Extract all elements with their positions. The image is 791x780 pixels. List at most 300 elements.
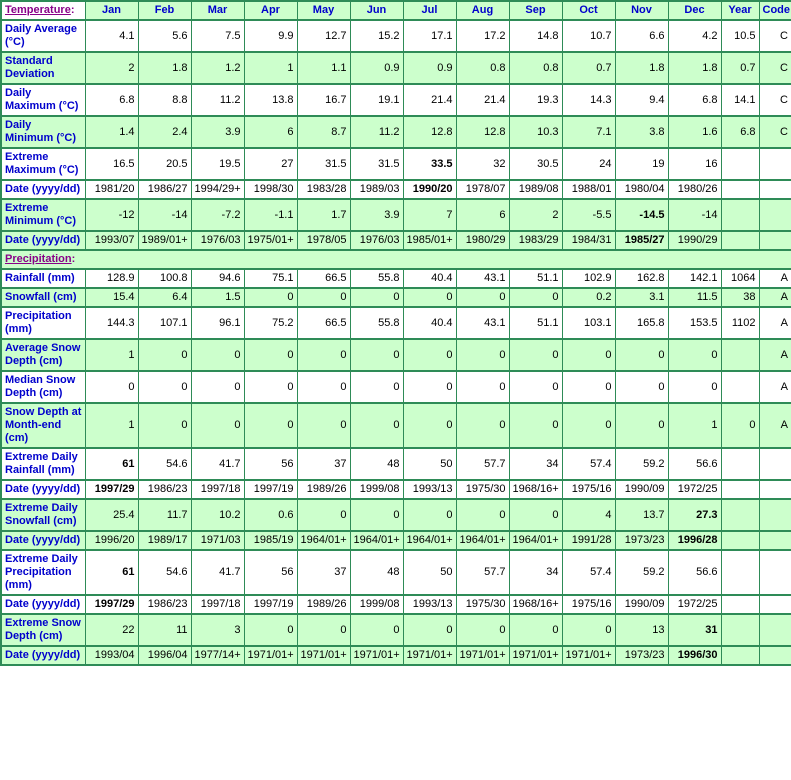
year-value-cell: 1102 [721, 307, 759, 339]
code-value-cell: C [759, 52, 791, 84]
column-header-year: Year [721, 1, 759, 20]
value-cell: 0 [297, 614, 350, 646]
value-cell: 54.6 [138, 448, 191, 480]
code-value-cell [759, 595, 791, 614]
value-cell: 1996/20 [85, 531, 138, 550]
row-label: Extreme Minimum (°C) [1, 199, 85, 231]
value-cell: 37 [297, 448, 350, 480]
value-cell: 0 [244, 288, 297, 307]
value-cell: 0 [403, 499, 456, 531]
value-cell: 1996/28 [668, 531, 721, 550]
value-cell: 102.9 [562, 269, 615, 288]
value-cell: 1989/08 [509, 180, 562, 199]
value-cell: 1964/01+ [509, 531, 562, 550]
column-header-apr: Apr [244, 1, 297, 20]
value-cell: 6.6 [615, 20, 668, 52]
code-value-cell [759, 148, 791, 180]
value-cell: 1964/01+ [456, 531, 509, 550]
value-cell: -12 [85, 199, 138, 231]
value-cell: 16.7 [297, 84, 350, 116]
value-cell: -5.5 [562, 199, 615, 231]
value-cell: 1973/23 [615, 531, 668, 550]
value-cell: -14 [138, 199, 191, 231]
value-cell: 0 [297, 339, 350, 371]
value-cell: 0 [350, 614, 403, 646]
code-value-cell [759, 646, 791, 665]
value-cell: 0 [456, 371, 509, 403]
value-cell: 31.5 [297, 148, 350, 180]
value-cell: 0 [297, 499, 350, 531]
value-cell: 0 [562, 339, 615, 371]
value-cell: 1.1 [297, 52, 350, 84]
value-cell: 40.4 [403, 307, 456, 339]
value-cell: 56 [244, 448, 297, 480]
value-cell: 61 [85, 448, 138, 480]
value-cell: 0.9 [403, 52, 456, 84]
value-cell: 1971/01+ [509, 646, 562, 665]
value-cell: 142.1 [668, 269, 721, 288]
value-cell: 1993/07 [85, 231, 138, 250]
value-cell: 1971/03 [191, 531, 244, 550]
value-cell: 0 [191, 371, 244, 403]
value-cell: 1971/01+ [562, 646, 615, 665]
value-cell: -1.1 [244, 199, 297, 231]
value-cell: 1964/01+ [403, 531, 456, 550]
code-value-cell [759, 231, 791, 250]
value-cell: 40.4 [403, 269, 456, 288]
value-cell: 0 [456, 403, 509, 448]
year-value-cell [721, 550, 759, 595]
value-cell: 11.7 [138, 499, 191, 531]
value-cell: 0.7 [562, 52, 615, 84]
code-value-cell [759, 499, 791, 531]
value-cell: 0.6 [244, 499, 297, 531]
value-cell: 20.5 [138, 148, 191, 180]
value-cell: 1989/26 [297, 595, 350, 614]
year-value-cell [721, 339, 759, 371]
value-cell: 1.4 [85, 116, 138, 148]
value-cell: 10.2 [191, 499, 244, 531]
year-value-cell [721, 646, 759, 665]
value-cell: 0 [403, 339, 456, 371]
value-cell: 11 [138, 614, 191, 646]
value-cell: 1993/13 [403, 595, 456, 614]
value-cell: 0 [456, 614, 509, 646]
value-cell: 1968/16+ [509, 595, 562, 614]
value-cell: 103.1 [562, 307, 615, 339]
value-cell: 3.8 [615, 116, 668, 148]
value-cell: 1996/30 [668, 646, 721, 665]
value-cell: 1997/29 [85, 595, 138, 614]
value-cell: 43.1 [456, 307, 509, 339]
value-cell: 1973/23 [615, 646, 668, 665]
value-cell: 13.8 [244, 84, 297, 116]
value-cell: 0 [509, 288, 562, 307]
value-cell: 1971/01+ [244, 646, 297, 665]
value-cell: 1990/09 [615, 595, 668, 614]
value-cell: 0.8 [509, 52, 562, 84]
value-cell: 1964/01+ [350, 531, 403, 550]
year-value-cell: 1064 [721, 269, 759, 288]
value-cell: 144.3 [85, 307, 138, 339]
code-value-cell: A [759, 307, 791, 339]
value-cell: 1975/16 [562, 480, 615, 499]
value-cell: 3.9 [350, 199, 403, 231]
value-cell: 9.4 [615, 84, 668, 116]
value-cell: 0 [509, 403, 562, 448]
value-cell: 13 [615, 614, 668, 646]
value-cell: 1971/01+ [297, 646, 350, 665]
value-cell: 1984/31 [562, 231, 615, 250]
year-value-cell [721, 180, 759, 199]
value-cell: 0 [297, 403, 350, 448]
value-cell: 9.9 [244, 20, 297, 52]
table-row [1, 148, 791, 180]
value-cell: 1989/03 [350, 180, 403, 199]
value-cell: 1985/27 [615, 231, 668, 250]
value-cell: 0 [615, 339, 668, 371]
row-label: Snowfall (cm) [1, 288, 85, 307]
value-cell: 1981/20 [85, 180, 138, 199]
value-cell: 1976/03 [191, 231, 244, 250]
value-cell: 6.4 [138, 288, 191, 307]
value-cell: 3.1 [615, 288, 668, 307]
value-cell: 1.7 [297, 199, 350, 231]
value-cell: 0 [85, 371, 138, 403]
value-cell: 55.8 [350, 269, 403, 288]
value-cell: 14.8 [509, 20, 562, 52]
value-cell: 1989/01+ [138, 231, 191, 250]
column-header-sep: Sep [509, 1, 562, 20]
year-value-cell: 0.7 [721, 52, 759, 84]
value-cell: 61 [85, 550, 138, 595]
row-label: Daily Maximum (°C) [1, 84, 85, 116]
value-cell: 0 [509, 614, 562, 646]
value-cell: 7 [403, 199, 456, 231]
value-cell: 19.1 [350, 84, 403, 116]
value-cell: 56.6 [668, 550, 721, 595]
column-header-jul: Jul [403, 1, 456, 20]
column-header-mar: Mar [191, 1, 244, 20]
value-cell: 1999/08 [350, 480, 403, 499]
year-value-cell: 6.8 [721, 116, 759, 148]
value-cell: 10.7 [562, 20, 615, 52]
value-cell: 1988/01 [562, 180, 615, 199]
value-cell: 1975/01+ [244, 231, 297, 250]
value-cell: 14.3 [562, 84, 615, 116]
value-cell: 1.8 [668, 52, 721, 84]
value-cell: 12.8 [456, 116, 509, 148]
code-value-cell: A [759, 371, 791, 403]
value-cell: 0 [350, 403, 403, 448]
value-cell: 0 [244, 371, 297, 403]
value-cell: 6 [244, 116, 297, 148]
code-value-cell: A [759, 339, 791, 371]
table-row [1, 84, 791, 116]
value-cell: 21.4 [403, 84, 456, 116]
row-label: Standard Deviation [1, 52, 85, 84]
table-row [1, 448, 791, 480]
table-row [1, 614, 791, 646]
value-cell: 16.5 [85, 148, 138, 180]
value-cell: 27.3 [668, 499, 721, 531]
value-cell: 1996/04 [138, 646, 191, 665]
row-label: Snow Depth at Month-end (cm) [1, 403, 85, 448]
code-value-cell [759, 199, 791, 231]
value-cell: 1997/19 [244, 480, 297, 499]
value-cell: 51.1 [509, 307, 562, 339]
value-cell: 50 [403, 550, 456, 595]
value-cell: 13.7 [615, 499, 668, 531]
value-cell: 12.8 [403, 116, 456, 148]
value-cell: 16 [668, 148, 721, 180]
value-cell: 25.4 [85, 499, 138, 531]
header-row [1, 1, 791, 20]
value-cell: 0 [456, 499, 509, 531]
value-cell: 0.8 [456, 52, 509, 84]
year-value-cell [721, 148, 759, 180]
value-cell: 17.2 [456, 20, 509, 52]
value-cell: 4.1 [85, 20, 138, 52]
column-header-may: May [297, 1, 350, 20]
value-cell: 6 [456, 199, 509, 231]
precipitation-section-label: Precipitation [5, 253, 72, 265]
row-label: Precipitation (mm) [1, 307, 85, 339]
value-cell: 0 [350, 288, 403, 307]
value-cell: 48 [350, 448, 403, 480]
value-cell: 0 [562, 371, 615, 403]
value-cell: 48 [350, 550, 403, 595]
value-cell: 50 [403, 448, 456, 480]
row-label: Extreme Daily Snowfall (cm) [1, 499, 85, 531]
row-label: Daily Minimum (°C) [1, 116, 85, 148]
column-header-oct: Oct [562, 1, 615, 20]
value-cell: 1.8 [615, 52, 668, 84]
row-label: Date (yyyy/dd) [1, 180, 85, 199]
value-cell: 1986/23 [138, 595, 191, 614]
value-cell: 41.7 [191, 550, 244, 595]
value-cell: 1977/14+ [191, 646, 244, 665]
value-cell: 0 [509, 499, 562, 531]
value-cell: 1.6 [668, 116, 721, 148]
column-header-code: Code [759, 1, 791, 20]
value-cell: 1978/07 [456, 180, 509, 199]
value-cell: 41.7 [191, 448, 244, 480]
value-cell: 1991/28 [562, 531, 615, 550]
value-cell: 1.8 [138, 52, 191, 84]
precipitation-section-cell [1, 250, 791, 269]
value-cell: 100.8 [138, 269, 191, 288]
row-label: Date (yyyy/dd) [1, 531, 85, 550]
value-cell: 1997/18 [191, 595, 244, 614]
value-cell: 43.1 [456, 269, 509, 288]
value-cell: 1983/28 [297, 180, 350, 199]
value-cell: 0 [350, 371, 403, 403]
value-cell: 3.9 [191, 116, 244, 148]
value-cell: 1997/19 [244, 595, 297, 614]
row-label: Median Snow Depth (cm) [1, 371, 85, 403]
value-cell: 1998/30 [244, 180, 297, 199]
code-value-cell [759, 531, 791, 550]
value-cell: 66.5 [297, 269, 350, 288]
code-value-cell: A [759, 403, 791, 448]
value-cell: -7.2 [191, 199, 244, 231]
value-cell: 0 [456, 339, 509, 371]
temperature-section-link[interactable]: Temperature: [5, 4, 75, 16]
value-cell: -14 [668, 199, 721, 231]
value-cell: 0 [138, 403, 191, 448]
value-cell: 59.2 [615, 448, 668, 480]
table-row [1, 595, 791, 614]
value-cell: 1983/29 [509, 231, 562, 250]
value-cell: 153.5 [668, 307, 721, 339]
value-cell: 0 [403, 614, 456, 646]
value-cell: 1 [668, 403, 721, 448]
table-row [1, 307, 791, 339]
table-row [1, 20, 791, 52]
value-cell: 8.8 [138, 84, 191, 116]
value-cell: 37 [297, 550, 350, 595]
value-cell: 1986/27 [138, 180, 191, 199]
value-cell: 31 [668, 614, 721, 646]
row-label: Rainfall (mm) [1, 269, 85, 288]
value-cell: 5.6 [138, 20, 191, 52]
value-cell: 1 [85, 339, 138, 371]
value-cell: 1985/19 [244, 531, 297, 550]
value-cell: 19 [615, 148, 668, 180]
value-cell: 1989/17 [138, 531, 191, 550]
value-cell: 7.1 [562, 116, 615, 148]
value-cell: 30.5 [509, 148, 562, 180]
value-cell: 0 [138, 371, 191, 403]
value-cell: 55.8 [350, 307, 403, 339]
code-value-cell [759, 550, 791, 595]
value-cell: 32 [456, 148, 509, 180]
row-label: Date (yyyy/dd) [1, 595, 85, 614]
value-cell: 0 [297, 371, 350, 403]
column-header-feb: Feb [138, 1, 191, 20]
value-cell: 96.1 [191, 307, 244, 339]
value-cell: 51.1 [509, 269, 562, 288]
column-header-dec: Dec [668, 1, 721, 20]
table-row [1, 180, 791, 199]
value-cell: 11.5 [668, 288, 721, 307]
code-value-cell: C [759, 84, 791, 116]
column-header-jun: Jun [350, 1, 403, 20]
value-cell: 1975/16 [562, 595, 615, 614]
code-value-cell [759, 180, 791, 199]
value-cell: 1993/04 [85, 646, 138, 665]
value-cell: 4 [562, 499, 615, 531]
value-cell: 1997/18 [191, 480, 244, 499]
value-cell: 1971/01+ [403, 646, 456, 665]
value-cell: 0 [403, 288, 456, 307]
table-row [1, 231, 791, 250]
value-cell: 1976/03 [350, 231, 403, 250]
table-row [1, 269, 791, 288]
table-row [1, 646, 791, 665]
value-cell: 33.5 [403, 148, 456, 180]
value-cell: 0 [244, 403, 297, 448]
table-row [1, 499, 791, 531]
value-cell: 1993/13 [403, 480, 456, 499]
value-cell: 1975/30 [456, 595, 509, 614]
value-cell: 66.5 [297, 307, 350, 339]
value-cell: 165.8 [615, 307, 668, 339]
value-cell: 1968/16+ [509, 480, 562, 499]
value-cell: 57.4 [562, 550, 615, 595]
value-cell: 0 [456, 288, 509, 307]
value-cell: 0 [191, 339, 244, 371]
table-row [1, 116, 791, 148]
value-cell: 59.2 [615, 550, 668, 595]
value-cell: 0 [562, 614, 615, 646]
value-cell: 57.7 [456, 448, 509, 480]
value-cell: 1990/20 [403, 180, 456, 199]
row-label: Extreme Daily Rainfall (mm) [1, 448, 85, 480]
table-row [1, 480, 791, 499]
table-row [1, 550, 791, 595]
row-label: Date (yyyy/dd) [1, 646, 85, 665]
row-label: Date (yyyy/dd) [1, 231, 85, 250]
code-value-cell [759, 448, 791, 480]
code-value-cell: A [759, 269, 791, 288]
value-cell: 2 [85, 52, 138, 84]
value-cell: 15.2 [350, 20, 403, 52]
year-value-cell [721, 480, 759, 499]
year-value-cell [721, 371, 759, 403]
value-cell: 1986/23 [138, 480, 191, 499]
value-cell: 15.4 [85, 288, 138, 307]
year-value-cell: 10.5 [721, 20, 759, 52]
value-cell: 75.2 [244, 307, 297, 339]
value-cell: 21.4 [456, 84, 509, 116]
value-cell: 0 [562, 403, 615, 448]
value-cell: 1990/29 [668, 231, 721, 250]
value-cell: 94.6 [191, 269, 244, 288]
code-value-cell: C [759, 20, 791, 52]
value-cell: 10.3 [509, 116, 562, 148]
value-cell: 1999/08 [350, 595, 403, 614]
year-value-cell [721, 199, 759, 231]
year-value-cell [721, 231, 759, 250]
value-cell: 7.5 [191, 20, 244, 52]
code-value-cell [759, 480, 791, 499]
year-value-cell [721, 499, 759, 531]
year-value-cell: 38 [721, 288, 759, 307]
value-cell: 1990/09 [615, 480, 668, 499]
value-cell: 0 [297, 288, 350, 307]
value-cell: 1980/29 [456, 231, 509, 250]
value-cell: 1975/30 [456, 480, 509, 499]
year-value-cell: 0 [721, 403, 759, 448]
value-cell: 1985/01+ [403, 231, 456, 250]
value-cell: 27 [244, 148, 297, 180]
value-cell: 162.8 [615, 269, 668, 288]
precipitation-section-link[interactable]: Precipitation: [5, 253, 76, 265]
value-cell: 0 [615, 371, 668, 403]
value-cell: 1997/29 [85, 480, 138, 499]
value-cell: 6.8 [668, 84, 721, 116]
value-cell: 1994/29+ [191, 180, 244, 199]
value-cell: 1989/26 [297, 480, 350, 499]
year-value-cell: 14.1 [721, 84, 759, 116]
value-cell: 75.1 [244, 269, 297, 288]
row-label: Extreme Daily Precipitation (mm) [1, 550, 85, 595]
value-cell: 0 [350, 499, 403, 531]
value-cell: 57.4 [562, 448, 615, 480]
section-row [1, 250, 791, 269]
